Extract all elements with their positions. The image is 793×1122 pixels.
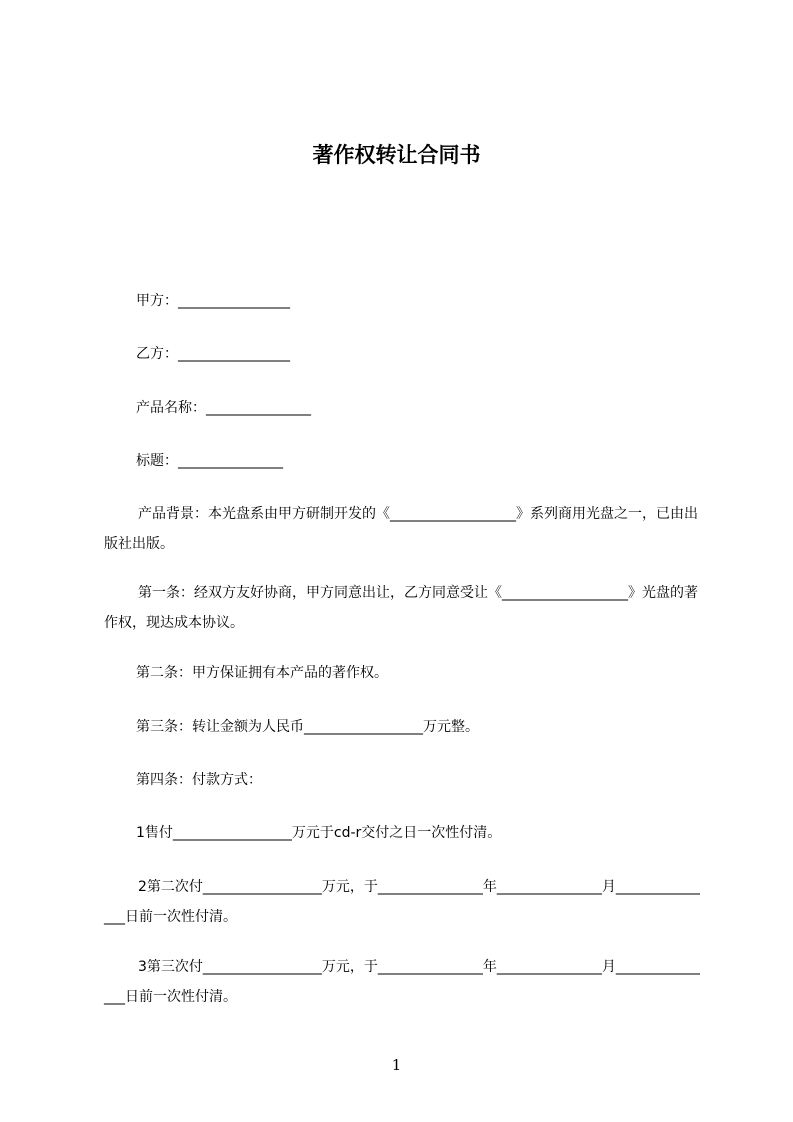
article-3-paragraph: 第三条：转让金额为人民币_________________万元整。 [136,719,479,735]
article-1-paragraph: 第一条：经双方友好协商，甲方同意出让，乙方同意受让《__________________》光盘的著作权，现达成本协议。 [104,585,698,631]
contract-title: 著作权转让合同书 [312,143,481,167]
payment-2-paragraph: 2第二次付_________________万元，于_______________年_______________月_______________日前一次性付清。 [104,879,700,925]
party-b-line: 乙方：________________ [136,346,290,362]
article-4-paragraph: 第四条：付款方式： [136,772,262,788]
party-a-line: 甲方：________________ [136,293,290,309]
payment-3-paragraph: 3第三次付_________________万元，于_______________年_______________月_______________日前一次性付清。 [104,959,700,1005]
page-number: 1 [391,1056,402,1074]
heading-line: 标题：_______________ [136,453,283,469]
article-2-paragraph: 第二条：甲方保证拥有本产品的著作权。 [136,665,388,681]
payment-1-paragraph: 1售付_________________万元于cd-r交付之日一次性付清。 [136,825,502,841]
product-name-line: 产品名称：_______________ [136,400,311,416]
product-background-paragraph: 产品背景：本光盘系由甲方研制开发的《__________________》系列商用光盘之一，已由出版社出版。 [104,506,698,552]
